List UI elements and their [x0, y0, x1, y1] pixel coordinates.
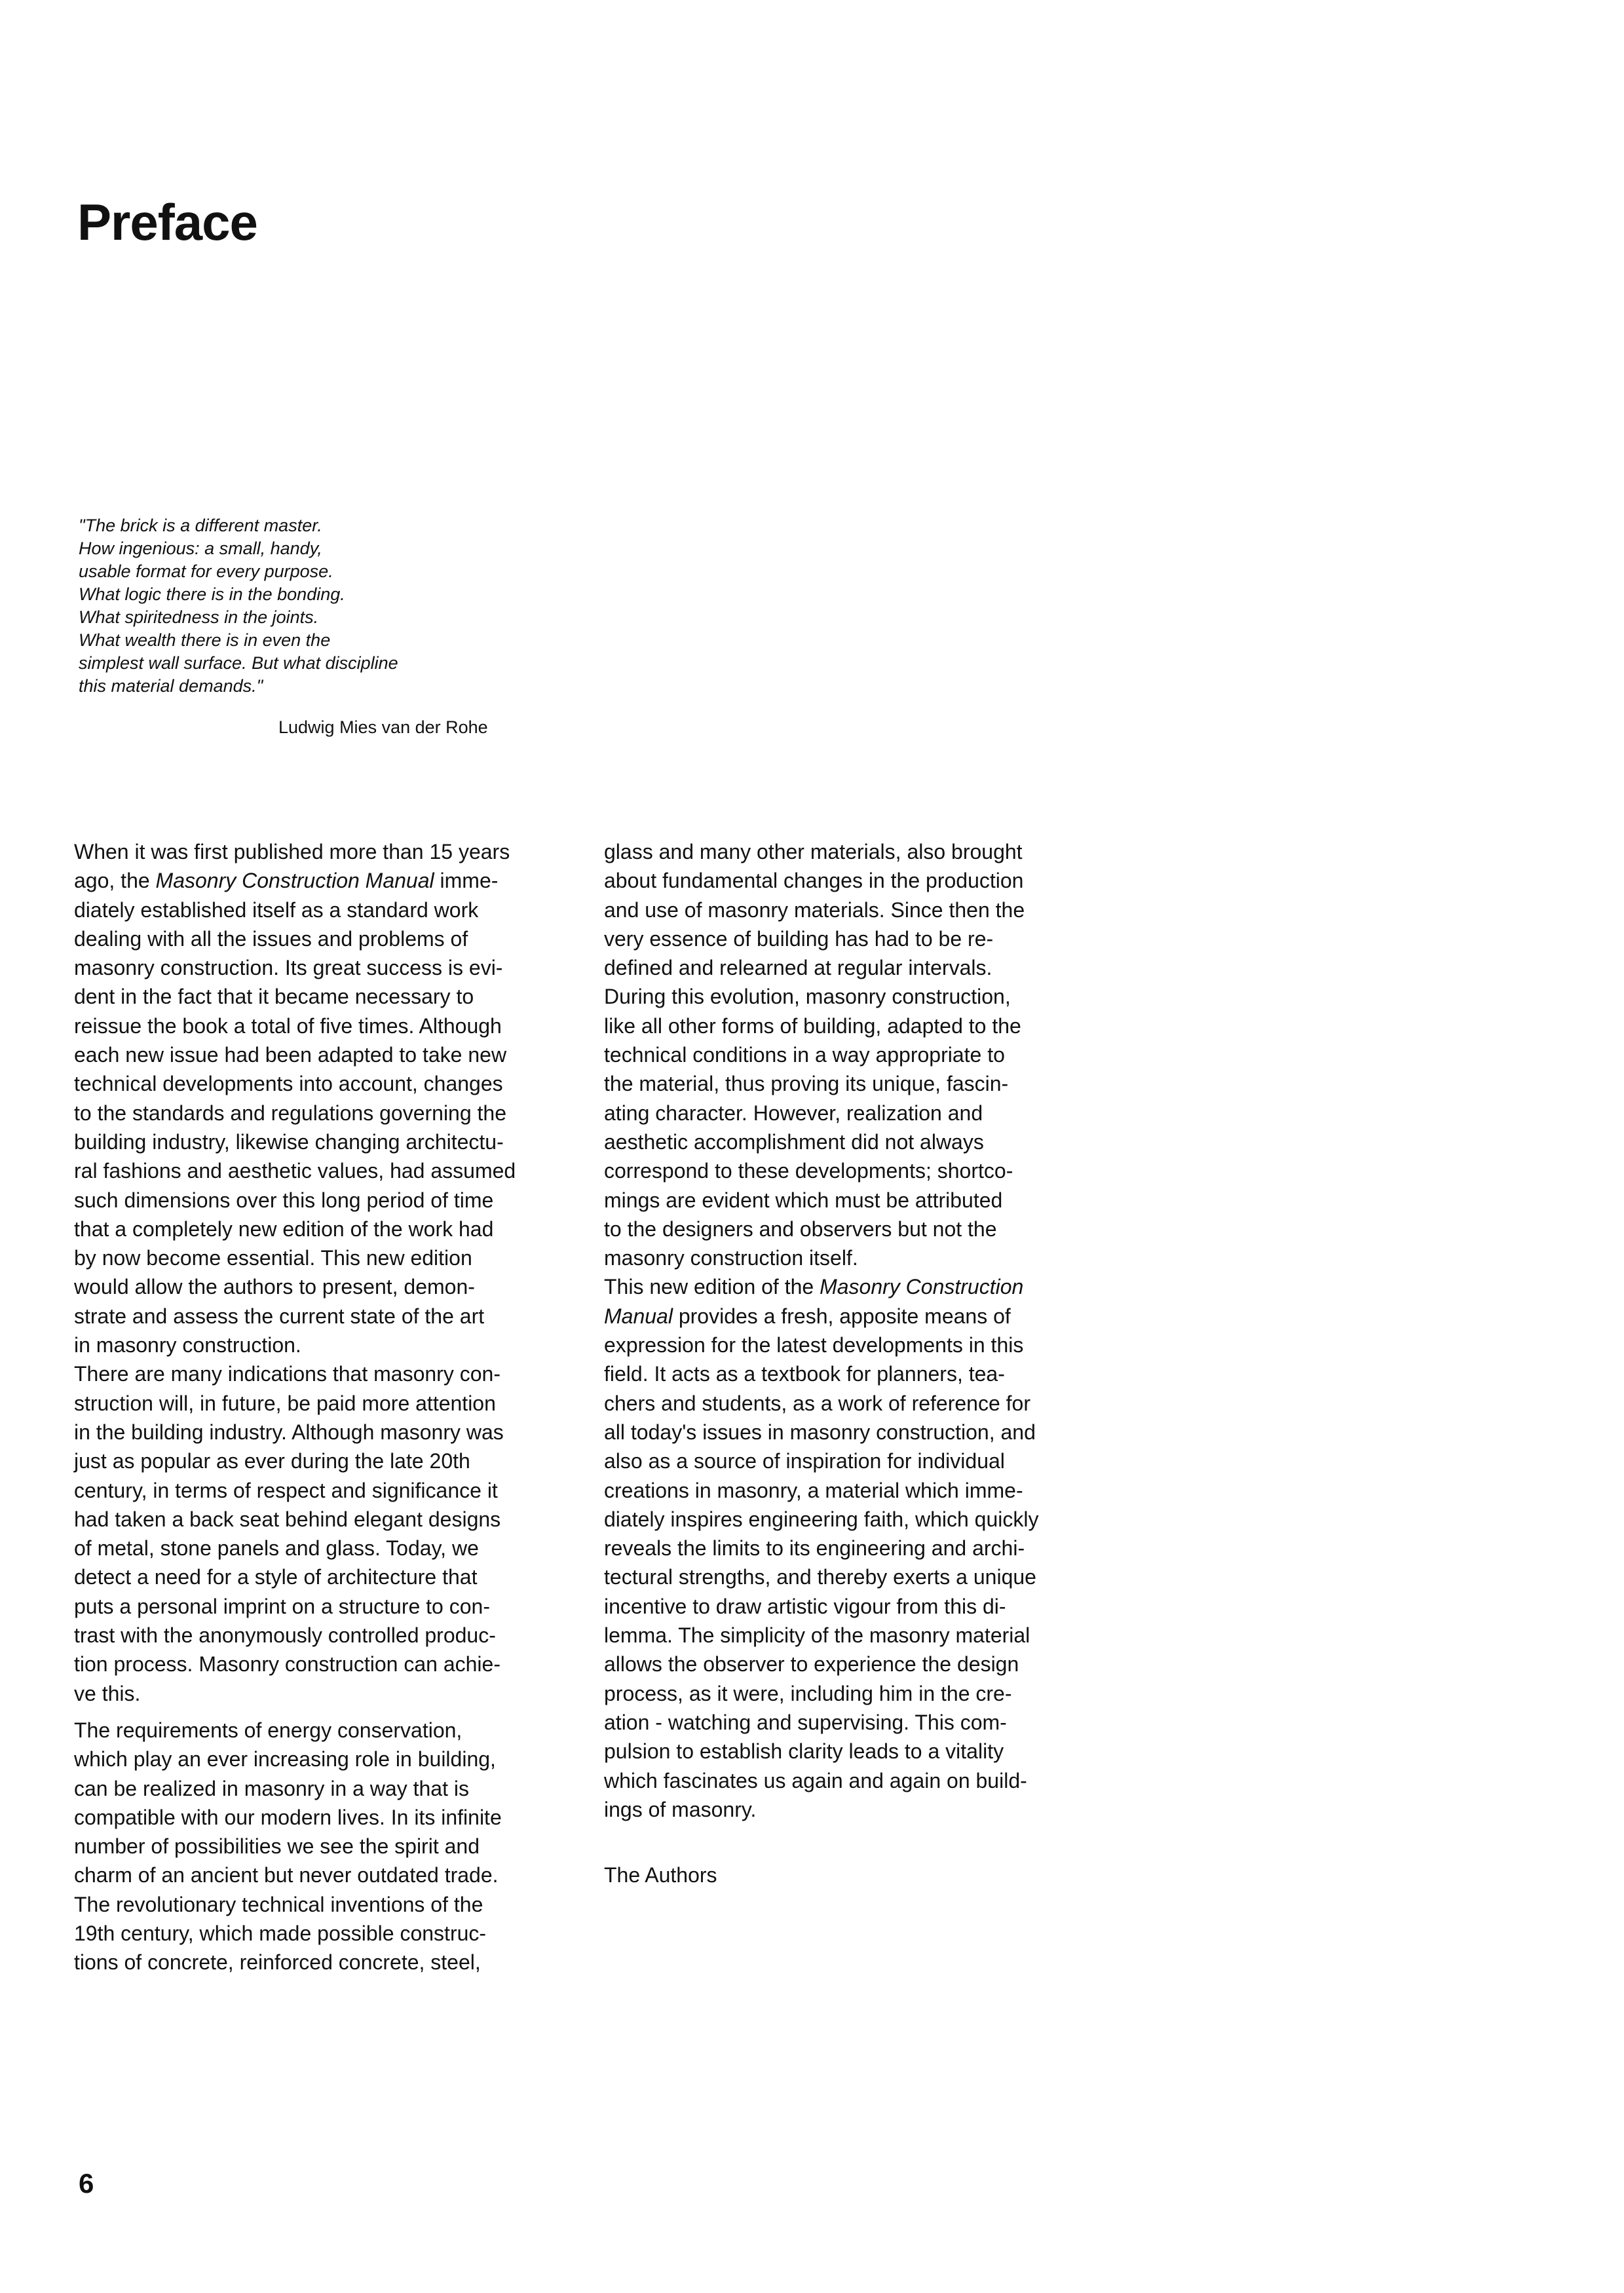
epigraph-attribution: Ludwig Mies van der Rohe: [278, 717, 488, 737]
text-line: The revolutionary technical inventions of the: [74, 1892, 483, 1916]
text-line: that a completely new edition of the work had: [74, 1217, 494, 1241]
text-line: defined and relearned at regular intervals.: [604, 956, 992, 980]
text-line: to the standards and regulations governing the: [74, 1101, 507, 1125]
text-line: lemma. The simplicity of the masonry material: [604, 1623, 1030, 1648]
text-line: building industry, likewise changing architectu-: [74, 1129, 504, 1154]
text-line: and use of masonry materials. Since then the: [604, 898, 1025, 922]
text-line: masonry construction itself.: [604, 1246, 858, 1270]
text-line: creations in masonry, a material which imme-: [604, 1478, 1023, 1502]
text-run: provides a fresh, apposite means of: [672, 1304, 1011, 1328]
text-line: tion process. Masonry construction can achie-: [74, 1652, 500, 1677]
body-column-left: [74, 837, 585, 1977]
epigraph-line: usable format for every purpose.: [79, 561, 333, 581]
text-line: incentive to draw artistic vigour from this di-: [604, 1594, 1006, 1618]
text-line: [604, 1272, 1115, 1301]
book-title-emphasis: Masonry Construction Manual: [155, 869, 434, 893]
epigraph-line: What logic there is in the bonding.: [79, 584, 345, 604]
text-line: which fascinates us again and again on build-: [604, 1768, 1027, 1792]
text-line: in masonry construction.: [74, 1333, 301, 1357]
text-line: of metal, stone panels and glass. Today, we: [74, 1536, 479, 1561]
text-line: When it was first published more than 15 years: [74, 840, 510, 863]
page-title: Preface: [77, 193, 257, 251]
text-line: chers and students, as a work of reference for: [604, 1391, 1030, 1415]
text-line: technical developments into account, changes: [74, 1072, 503, 1096]
text-line: aesthetic accomplishment did not always: [604, 1129, 984, 1154]
text-run: ago, the: [74, 869, 156, 893]
text-line: technical conditions in a way appropriate to: [604, 1043, 1005, 1067]
body-column-right: [604, 837, 1115, 1889]
text-line: reissue the book a total of five times. Although: [74, 1014, 502, 1038]
text-line: dent in the fact that it became necessary to: [74, 985, 474, 1009]
text-line: reveals the limits to its engineering and archi-: [604, 1536, 1025, 1561]
text-line: diately inspires engineering faith, which quickly: [604, 1507, 1039, 1531]
text-line: strate and assess the current state of the art: [74, 1304, 485, 1328]
text-line: diately established itself as a standard work: [74, 898, 479, 922]
text-line: 19th century, which made possible construc-: [74, 1921, 487, 1945]
text-line: about fundamental changes in the production: [604, 869, 1024, 893]
text-line: ral fashions and aesthetic values, had assumed: [74, 1159, 516, 1183]
text-line: correspond to these developments; shortco-: [604, 1159, 1013, 1183]
text-run: imme-: [434, 869, 499, 893]
text-line: tectural strengths, and thereby exerts a unique: [604, 1565, 1036, 1589]
text-line: very essence of building has had to be re-: [604, 926, 994, 951]
epigraph-line: simplest wall surface. But what discipline: [79, 653, 398, 673]
text-line: charm of an ancient but never outdated trade.: [74, 1863, 499, 1887]
text-line: ating character. However, realization and: [604, 1101, 983, 1125]
text-line: by now become essential. This new edition: [74, 1246, 472, 1270]
signature: The Authors: [604, 1863, 717, 1887]
text-line: trast with the anonymously controlled produc-: [74, 1623, 496, 1648]
book-title-emphasis: Masonry Construction: [820, 1275, 1024, 1299]
text-line: detect a need for a style of architecture that: [74, 1565, 478, 1589]
text-run: This new edition of the: [604, 1275, 820, 1299]
text-line: allows the observer to experience the design: [604, 1652, 1019, 1677]
text-line: [74, 866, 585, 895]
text-line: During this evolution, masonry construction,: [604, 985, 1011, 1009]
text-line: The requirements of energy conservation,: [74, 1718, 463, 1742]
epigraph-line: What spiritedness in the joints.: [79, 607, 319, 627]
text-line: would allow the authors to present, demon-: [74, 1275, 475, 1299]
text-line: the material, thus proving its unique, fascin-: [604, 1072, 1009, 1096]
text-line: glass and many other materials, also brought: [604, 840, 1023, 863]
epigraph-line: "The brick is a different master.: [79, 516, 322, 535]
text-line: puts a personal imprint on a structure to con-: [74, 1594, 490, 1618]
text-line: number of possibilities we see the spirit and: [74, 1834, 480, 1859]
text-line: process, as it were, including him in the cre-: [604, 1681, 1012, 1705]
epigraph-line: this material demands.": [79, 676, 263, 696]
text-line: tions of concrete, reinforced concrete, steel,: [74, 1950, 481, 1975]
epigraph-line: What wealth there is in even the: [79, 630, 331, 650]
text-line: each new issue had been adapted to take new: [74, 1043, 507, 1067]
paragraph-gap: [74, 1708, 585, 1716]
text-line: pulsion to establish clarity leads to a vitality: [604, 1739, 1004, 1764]
text-line: struction will, in future, be paid more attention: [74, 1391, 496, 1415]
text-line: to the designers and observers but not the: [604, 1217, 997, 1241]
text-line: century, in terms of respect and significance it: [74, 1478, 498, 1502]
text-line: just as popular as ever during the late 20th: [74, 1449, 470, 1473]
text-line: field. It acts as a textbook for planners, tea-: [604, 1362, 1005, 1386]
text-line: mings are evident which must be attributed: [604, 1188, 1003, 1212]
text-line: ings of masonry.: [604, 1797, 757, 1821]
text-line: which play an ever increasing role in building,: [74, 1747, 496, 1772]
book-title-emphasis: Manual: [604, 1304, 673, 1328]
text-line: masonry construction. Its great success is evi-: [74, 956, 503, 980]
text-line: all today's issues in masonry construction, and: [604, 1420, 1036, 1444]
text-line: compatible with our modern lives. In its infinite: [74, 1805, 502, 1829]
text-line: such dimensions over this long period of time: [74, 1188, 494, 1212]
text-line: expression for the latest developments in this: [604, 1333, 1024, 1357]
text-line: had taken a back seat behind elegant designs: [74, 1507, 501, 1531]
text-line: in the building industry. Although masonry was: [74, 1420, 504, 1444]
text-line: ation - watching and supervising. This com-: [604, 1710, 1007, 1734]
signature-gap: [604, 1824, 1115, 1861]
text-line: dealing with all the issues and problems of: [74, 926, 468, 951]
text-line: can be realized in masonry in a way that is: [74, 1776, 469, 1800]
text-line: ve this.: [74, 1681, 141, 1705]
text-line: There are many indications that masonry con-: [74, 1362, 500, 1386]
text-line: [604, 1302, 1115, 1331]
page-number: 6: [79, 2168, 94, 2199]
epigraph-quote: [79, 514, 537, 698]
epigraph-line: How ingenious: a small, handy,: [79, 539, 322, 558]
text-line: like all other forms of building, adapted to the: [604, 1014, 1021, 1038]
text-line: also as a source of inspiration for individual: [604, 1449, 1005, 1473]
